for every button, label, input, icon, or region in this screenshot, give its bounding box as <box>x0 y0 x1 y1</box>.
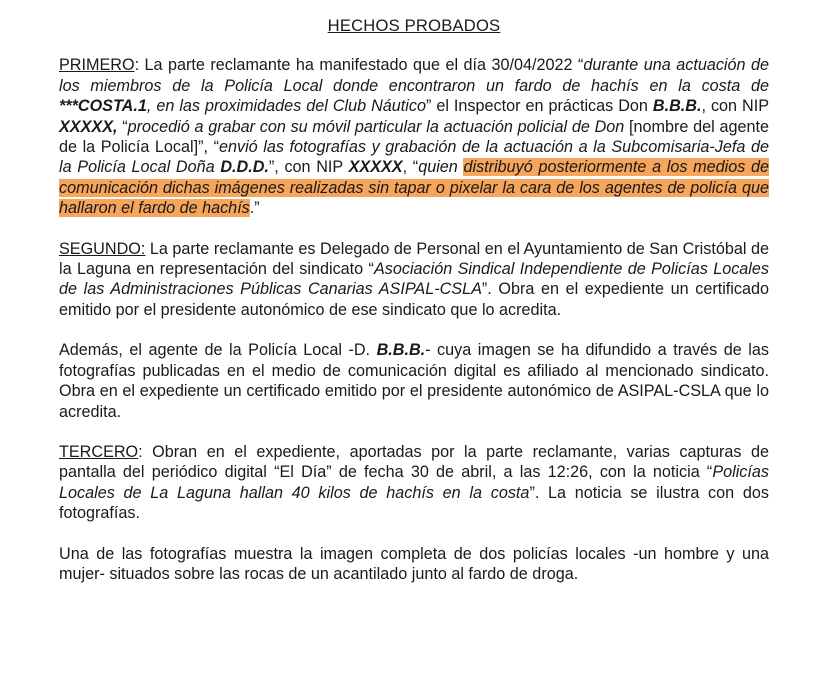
quote: durante una actuación de los miembros de la Policía Local donde encontraron un fardo de hachís en la costa de <box>59 56 769 95</box>
text: “ <box>117 117 128 136</box>
redacted-name: D.D.D. <box>220 158 269 177</box>
text: ”. La noticia se ilustra con dos fotografías. <box>59 483 769 523</box>
paragraph-segundo <box>59 239 769 321</box>
page-title: HECHOS PROBADOS <box>327 16 501 35</box>
paragraph-tercero <box>59 442 769 524</box>
quote: envió las fotografías y grabación de la actuación a la Subcomisaria-Jefa de la Policía Local Doña <box>59 138 769 177</box>
text: - cuya imagen se ha difundido a través de las fotografías publicadas en el medio de comunicación digital es afiliado al mencionado sindicato. Obra en el expediente un certificado emitido por el presidente autonómico de ASIPAL-CSLA que lo acredita. <box>59 341 769 421</box>
text: [nombre del agente de la Policía Local]”, “ <box>59 117 769 157</box>
quote: , en las proximidades del Club Náutico <box>146 97 426 116</box>
quote: procedió a grabar con su móvil particular la actuación policial de Don <box>127 117 625 136</box>
document-page <box>59 0 769 584</box>
text: : La parte reclamante ha manifestado que el día 30/04/2022 “ <box>134 56 584 75</box>
text: Además, el agente de la Policía Local -D. <box>59 341 377 360</box>
highlighted-quote: distribuyó posteriormente a los medios de comunicación dichas imágenes realizadas sin tapar o pixelar la cara de los agentes de policía que hallaron el fardo de hachís <box>59 158 770 218</box>
text: ” el Inspector en prácticas Don <box>425 97 653 116</box>
redacted-nip: XXXXX, <box>59 117 118 136</box>
section-label-tercero: TERCERO <box>59 442 139 461</box>
redacted-location: ***COSTA.1 <box>59 97 147 116</box>
quote: Asociación Sindical Independiente de Policías Locales de las Administraciones Públicas Canarias ASIPAL-CSLA <box>59 260 769 299</box>
paragraph-ademas <box>59 340 769 422</box>
quote: Policías Locales de La Laguna hallan 40 kilos de hachís en la costa <box>59 463 769 502</box>
redacted-name: B.B.B. <box>376 341 426 360</box>
text: .” <box>249 199 260 218</box>
text: , con NIP <box>701 97 770 116</box>
section-label-primero: PRIMERO <box>59 56 135 75</box>
text: La parte reclamante es Delegado de Personal en el Ayuntamiento de San Cristóbal de la Laguna en representación del sindicato “ <box>59 239 769 279</box>
text: ”. Obra en el expediente un certificado emitido por el presidente autonómico de ese sindicato que lo acredita. <box>59 280 769 319</box>
paragraph-primero <box>59 55 769 218</box>
redacted-name: B.B.B. <box>652 97 702 116</box>
text: Una de las fotografías muestra la imagen completa de dos policías locales -un hombre y una mujer- situados sobre las rocas de un acantilado junto al fardo de droga. <box>59 544 769 583</box>
section-label-segundo: SEGUNDO: <box>59 239 146 258</box>
paragraph-fotografias <box>59 544 769 585</box>
quote: quien <box>418 158 464 177</box>
redacted-nip: XXXXX <box>348 158 403 177</box>
text: : Obran en el expediente, aportadas por la parte reclamante, varias capturas de pantalla del periódico digital “El Día” de fecha 30 de abril, a las 12:26, con la noticia “ <box>59 442 769 482</box>
text: , “ <box>402 158 419 177</box>
text: ”, con NIP <box>268 158 349 177</box>
